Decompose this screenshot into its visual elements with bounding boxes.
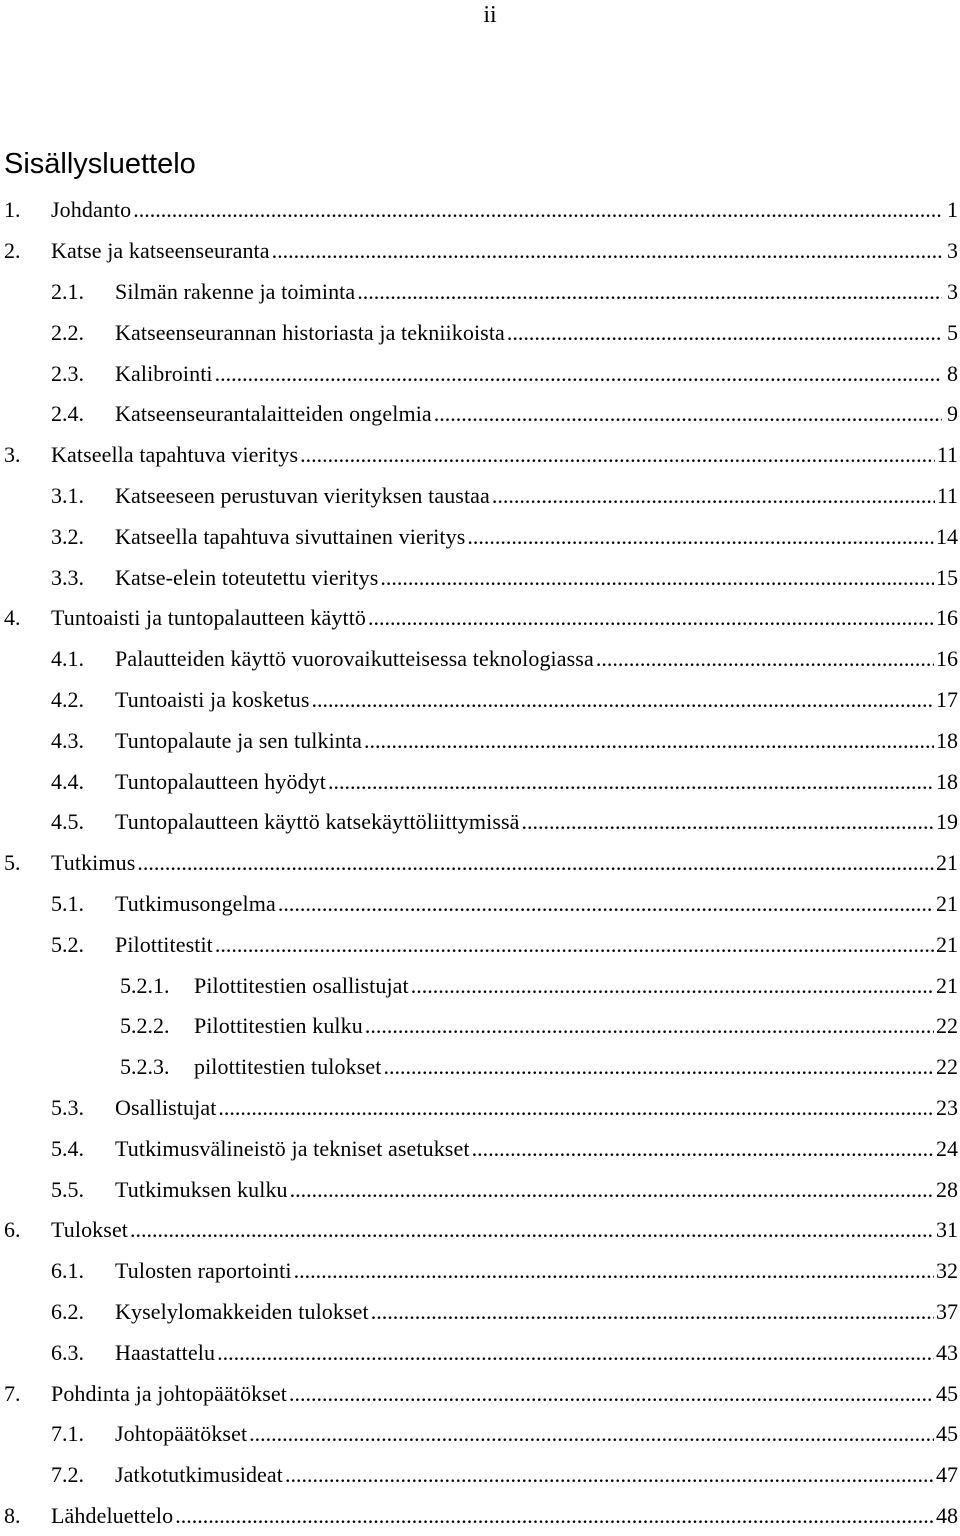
toc-entry-number: 7. bbox=[4, 1381, 21, 1407]
toc-entry-title: Johdanto bbox=[51, 197, 131, 223]
toc-entry-title: Tulosten raportointi bbox=[115, 1258, 292, 1284]
toc-entry-number: 6.3. bbox=[51, 1340, 84, 1366]
toc-entry-title: Tutkimusvälineistö ja tekniset asetukset bbox=[115, 1136, 470, 1162]
toc-entry[interactable] bbox=[0, 1006, 960, 1047]
toc-entry-title: Katseella tapahtuva sivuttainen vieritys bbox=[115, 524, 465, 550]
dot-leader bbox=[411, 973, 934, 999]
dot-leader bbox=[596, 646, 934, 672]
toc-entry[interactable] bbox=[0, 639, 960, 680]
dot-leader bbox=[294, 1258, 934, 1284]
toc-entry-title: Tutkimusongelma bbox=[115, 891, 276, 917]
toc-entry-page: 21 bbox=[936, 891, 960, 917]
toc-entry-number: 7.1. bbox=[51, 1421, 84, 1447]
toc-entry-number: 5.2.2. bbox=[120, 1013, 170, 1039]
toc-entry-title: Kyselylomakkeiden tulokset bbox=[115, 1299, 369, 1325]
toc-entry-page: 11 bbox=[937, 442, 960, 468]
toc-entry-number: 6. bbox=[4, 1217, 21, 1243]
toc-entry[interactable] bbox=[0, 924, 960, 965]
toc-entry[interactable] bbox=[0, 1251, 960, 1292]
toc-entry[interactable] bbox=[0, 190, 960, 231]
toc-entry[interactable] bbox=[0, 802, 960, 843]
toc-entry[interactable] bbox=[0, 965, 960, 1006]
toc-entry-number: 4.1. bbox=[51, 646, 84, 672]
toc-entry-number: 5.1. bbox=[51, 891, 84, 917]
toc-entry-number: 5.5. bbox=[51, 1177, 84, 1203]
toc-entry[interactable] bbox=[0, 272, 960, 313]
toc-entry-number: 7.2. bbox=[51, 1462, 84, 1488]
dot-leader bbox=[217, 1340, 934, 1366]
toc-entry[interactable] bbox=[0, 720, 960, 761]
toc-entry-title: Tulokset bbox=[51, 1217, 128, 1243]
toc-entry[interactable] bbox=[0, 1047, 960, 1088]
toc-entry-number: 6.1. bbox=[51, 1258, 84, 1284]
toc-entry[interactable] bbox=[0, 516, 960, 557]
toc-entry[interactable] bbox=[0, 1496, 960, 1536]
toc-entry-page: 8 bbox=[944, 361, 960, 387]
toc-entry-number: 3.3. bbox=[51, 565, 84, 591]
toc-entry[interactable] bbox=[0, 1128, 960, 1169]
toc-entry-title: Tutkimus bbox=[51, 850, 135, 876]
toc-entry-title: Kalibrointi bbox=[115, 361, 213, 387]
toc-entry-number: 4. bbox=[4, 605, 21, 631]
dot-leader bbox=[133, 197, 942, 223]
toc-entry-page: 31 bbox=[936, 1217, 960, 1243]
toc-entry[interactable] bbox=[0, 1292, 960, 1333]
toc-entry-page: 9 bbox=[944, 401, 960, 427]
toc-entry-page: 21 bbox=[936, 973, 960, 999]
toc-entry-title: Katse ja katseenseuranta bbox=[51, 238, 270, 264]
dot-leader bbox=[368, 605, 934, 631]
dot-leader bbox=[300, 442, 935, 468]
dot-leader bbox=[507, 320, 942, 346]
toc-entry-number: 6.2. bbox=[51, 1299, 84, 1325]
toc-entry[interactable] bbox=[0, 680, 960, 721]
toc-entry-number: 4.4. bbox=[51, 769, 84, 795]
toc-entry-page: 48 bbox=[936, 1503, 960, 1529]
toc-entry-number: 1. bbox=[4, 197, 21, 223]
toc-entry-page: 18 bbox=[936, 728, 960, 754]
toc-entry-number: 5. bbox=[4, 850, 21, 876]
toc-entry-page: 23 bbox=[936, 1095, 960, 1121]
toc-entry-title: Katseenseurantalaitteiden ongelmia bbox=[115, 401, 432, 427]
toc-entry[interactable] bbox=[0, 1455, 960, 1496]
dot-leader bbox=[215, 361, 942, 387]
dot-leader bbox=[434, 401, 942, 427]
toc-entry-title: Lähdeluettelo bbox=[51, 1503, 173, 1529]
toc-entry-page: 45 bbox=[936, 1421, 960, 1447]
toc-entry-page: 5 bbox=[944, 320, 960, 346]
toc-entry-page: 21 bbox=[936, 932, 960, 958]
toc-entry-title: Tuntoaisti ja tuntopalautteen käyttö bbox=[51, 605, 366, 631]
toc-entry-page: 37 bbox=[936, 1299, 960, 1325]
toc-entry[interactable] bbox=[0, 1210, 960, 1251]
toc-entry-page: 19 bbox=[936, 809, 960, 835]
dot-leader bbox=[285, 1462, 934, 1488]
toc-entry-number: 5.3. bbox=[51, 1095, 84, 1121]
toc-entry-title: Tuntopalautteen käyttö katsekäyttöliittymissä bbox=[115, 809, 520, 835]
toc-entry-number: 3. bbox=[4, 442, 21, 468]
toc-entry-title: Haastattelu bbox=[115, 1340, 215, 1366]
toc-entry-number: 2.1. bbox=[51, 279, 84, 305]
toc-entry-number: 3.1. bbox=[51, 483, 84, 509]
toc-entry[interactable] bbox=[0, 1088, 960, 1129]
toc-entry-title: Tuntopalautteen hyödyt bbox=[115, 769, 326, 795]
toc-entry[interactable] bbox=[0, 761, 960, 802]
toc-entry[interactable] bbox=[0, 476, 960, 517]
toc-entry[interactable] bbox=[0, 1414, 960, 1455]
toc-entry-title: Johtopäätökset bbox=[115, 1421, 247, 1447]
toc-entry-page: 22 bbox=[936, 1054, 960, 1080]
dot-leader bbox=[218, 1095, 934, 1121]
dot-leader bbox=[492, 483, 935, 509]
toc-entry-page: 24 bbox=[936, 1136, 960, 1162]
toc-entry-page: 45 bbox=[936, 1381, 960, 1407]
toc-entry-title: Jatkotutkimusideat bbox=[115, 1462, 283, 1488]
toc-entry-page: 3 bbox=[944, 238, 960, 264]
toc-entry-page: 11 bbox=[937, 483, 960, 509]
toc-entry[interactable] bbox=[0, 1332, 960, 1373]
toc-title: Sisällysluettelo bbox=[4, 146, 196, 182]
dot-leader bbox=[357, 279, 942, 305]
toc-entry[interactable] bbox=[0, 598, 960, 639]
toc-entry[interactable] bbox=[0, 557, 960, 598]
toc-entry-number: 5.2.1. bbox=[120, 973, 170, 999]
toc-entry-number: 2.4. bbox=[51, 401, 84, 427]
dot-leader bbox=[364, 728, 934, 754]
dot-leader bbox=[278, 891, 934, 917]
toc-entry-page: 16 bbox=[936, 646, 960, 672]
toc-entry-title: Silmän rakenne ja toiminta bbox=[115, 279, 355, 305]
toc-entry-title: Tuntoaisti ja kosketus bbox=[115, 687, 310, 713]
toc-entry[interactable] bbox=[0, 884, 960, 925]
toc-entry-title: Pilottitestit bbox=[115, 932, 213, 958]
toc-entry[interactable] bbox=[0, 231, 960, 272]
toc-entry-number: 5.4. bbox=[51, 1136, 84, 1162]
dot-leader bbox=[467, 524, 934, 550]
toc-entry-title: Tutkimuksen kulku bbox=[115, 1177, 288, 1203]
toc-entry-title: Katseenseurannan historiasta ja tekniikoista bbox=[115, 320, 505, 346]
table-of-contents bbox=[0, 190, 960, 1536]
toc-entry-number: 2.3. bbox=[51, 361, 84, 387]
toc-entry-title: Pilottitestien kulku bbox=[194, 1013, 363, 1039]
toc-entry-page: 17 bbox=[936, 687, 960, 713]
toc-entry-title: Katseeseen perustuvan vierityksen taustaa bbox=[115, 483, 490, 509]
dot-leader bbox=[312, 687, 934, 713]
dot-leader bbox=[272, 238, 942, 264]
toc-entry[interactable] bbox=[0, 1373, 960, 1414]
toc-entry[interactable] bbox=[0, 394, 960, 435]
dot-leader bbox=[249, 1421, 934, 1447]
toc-entry-number: 2.2. bbox=[51, 320, 84, 346]
toc-entry-title: Osallistujat bbox=[115, 1095, 216, 1121]
dot-leader bbox=[371, 1299, 934, 1325]
toc-entry[interactable] bbox=[0, 353, 960, 394]
toc-entry-title: Palautteiden käyttö vuorovaikutteisessa teknologiassa bbox=[115, 646, 594, 672]
toc-entry-title: Tuntopalaute ja sen tulkinta bbox=[115, 728, 362, 754]
toc-entry-page: 22 bbox=[936, 1013, 960, 1039]
toc-entry-page: 18 bbox=[936, 769, 960, 795]
toc-entry-page: 28 bbox=[936, 1177, 960, 1203]
dot-leader bbox=[328, 769, 934, 795]
toc-entry-page: 3 bbox=[944, 279, 960, 305]
dot-leader bbox=[130, 1217, 934, 1243]
toc-entry-title: Pohdinta ja johtopäätökset bbox=[51, 1381, 287, 1407]
toc-entry-number: 3.2. bbox=[51, 524, 84, 550]
dot-leader bbox=[365, 1013, 934, 1039]
toc-entry-title: Katse-elein toteutettu vieritys bbox=[115, 565, 378, 591]
toc-entry[interactable] bbox=[0, 312, 960, 353]
toc-entry-number: 5.2.3. bbox=[120, 1054, 170, 1080]
toc-entry-number: 2. bbox=[4, 238, 21, 264]
toc-entry-page: 32 bbox=[936, 1258, 960, 1284]
toc-entry-number: 4.3. bbox=[51, 728, 84, 754]
dot-leader bbox=[289, 1381, 934, 1407]
dot-leader bbox=[215, 932, 934, 958]
toc-entry-page: 1 bbox=[944, 197, 960, 223]
dot-leader bbox=[380, 565, 934, 591]
toc-entry-page: 14 bbox=[936, 524, 960, 550]
page-number: ii bbox=[0, 0, 960, 30]
dot-leader bbox=[472, 1136, 934, 1162]
toc-entry-page: 15 bbox=[936, 565, 960, 591]
dot-leader bbox=[290, 1177, 934, 1203]
toc-entry[interactable] bbox=[0, 1169, 960, 1210]
toc-entry-number: 5.2. bbox=[51, 932, 84, 958]
toc-entry-title: pilottitestien tulokset bbox=[194, 1054, 381, 1080]
toc-entry-page: 43 bbox=[936, 1340, 960, 1366]
toc-entry-number: 8. bbox=[4, 1503, 21, 1529]
toc-entry-number: 4.5. bbox=[51, 809, 84, 835]
toc-entry-number: 4.2. bbox=[51, 687, 84, 713]
dot-leader bbox=[522, 809, 934, 835]
toc-entry-page: 21 bbox=[936, 850, 960, 876]
dot-leader bbox=[383, 1054, 934, 1080]
toc-entry-title: Pilottitestien osallistujat bbox=[194, 973, 409, 999]
toc-entry-page: 47 bbox=[936, 1462, 960, 1488]
toc-entry-page: 16 bbox=[936, 605, 960, 631]
toc-entry[interactable] bbox=[0, 843, 960, 884]
dot-leader bbox=[137, 850, 934, 876]
toc-entry[interactable] bbox=[0, 435, 960, 476]
toc-entry-title: Katseella tapahtuva vieritys bbox=[51, 442, 298, 468]
